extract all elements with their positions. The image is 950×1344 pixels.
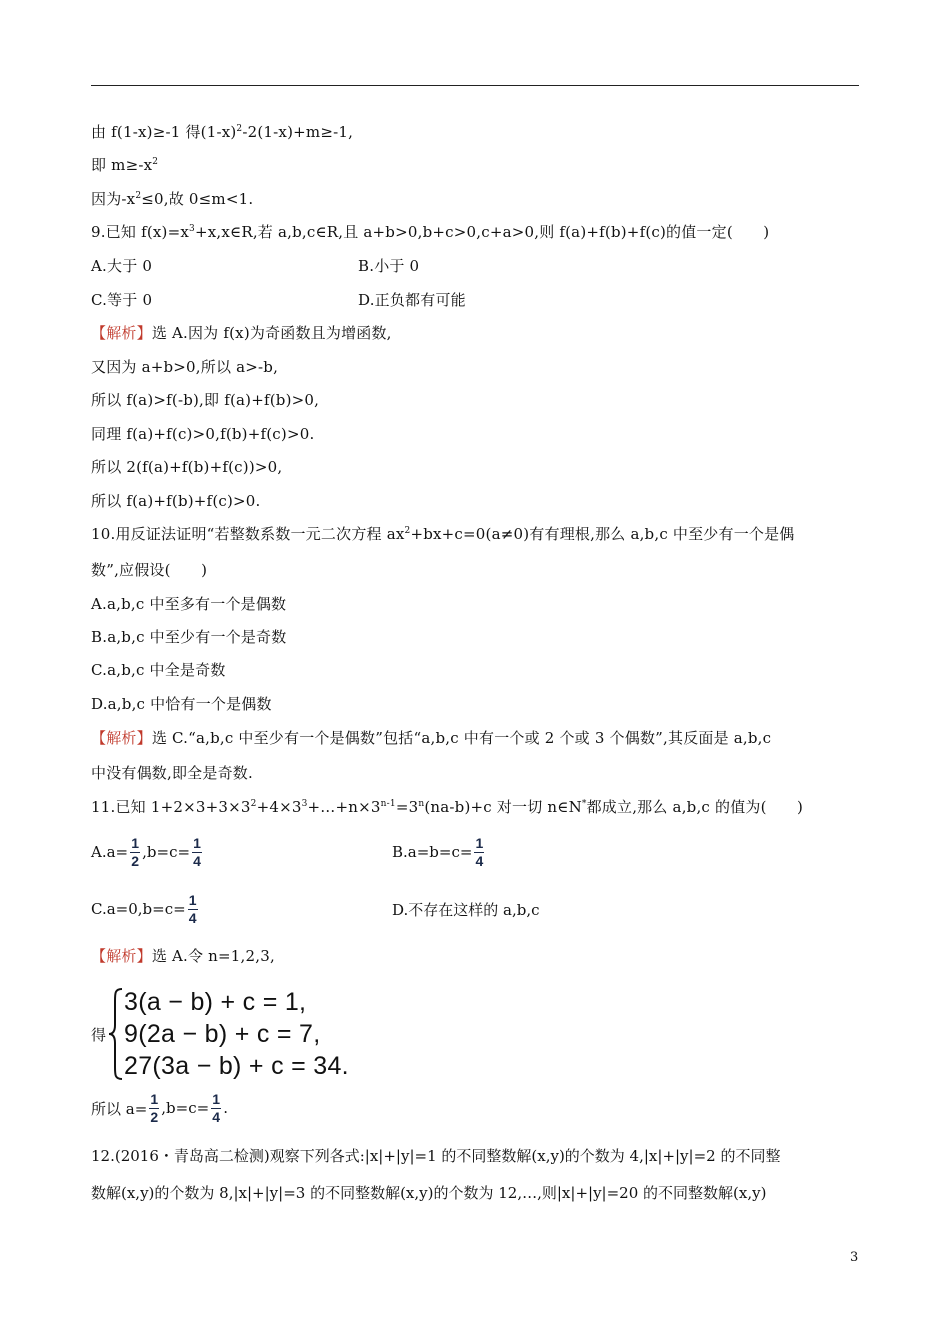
q11-analysis-line: 【解析】选 A.令 n=1,2,3, — [91, 947, 275, 965]
q10-analysis-line: 【解析】选 C.“a,b,c 中至少有一个是偶数”包括“a,b,c 中有一个或 2 个或 3 个偶数”,其反面是 a,b,c — [91, 729, 772, 747]
q9-analysis-line: 同理 f(a)+f(c)>0,f(b)+f(c)>0. — [91, 425, 315, 443]
q9-option-a: A.大于 0 — [91, 257, 153, 275]
q9-analysis-line: 所以 f(a)+f(b)+f(c)>0. — [91, 492, 261, 510]
header-rule — [91, 85, 859, 86]
q10-option-b: B.a,b,c 中至少有一个是奇数 — [91, 628, 287, 646]
q9-option-b: B.小于 0 — [358, 257, 420, 275]
text-line: 因为$-x^2\le 0$,故 0≤m<1. — [91, 190, 254, 208]
question-11-stem: 11.已知 $1+2\times 3+3\times 3^2+4\times 3^3+\dots+n\times 3^{n-1}=3^n(na-b)+c$ 对一切 n∈N*都成立,那么 a,b,c 的值为( ) — [91, 798, 804, 816]
q10-option-d: D.a,b,c 中恰有一个是偶数 — [91, 695, 272, 713]
q11-option-a: A.a= $\frac{1}{2}$ ,b=c= $\frac{1}{4}$ — [91, 834, 201, 869]
q11-option-d: D.不存在这样的 a,b,c — [392, 900, 540, 919]
fraction: $\frac{1}{2}$ — [131, 834, 140, 869]
q10-analysis-line: 中没有偶数,即全是奇数. — [91, 764, 253, 782]
fraction: $\frac{1}{4}$ — [193, 834, 201, 869]
question-10-stem: 10.用反证法证明“若整数系数一元二次方程 $ax^2+bx+c=0(a\ne 0)$有有理根,那么 a,b,c 中至少有一个是偶 — [91, 525, 795, 543]
q9-option-c: C.等于 0 — [91, 291, 153, 309]
q10-option-a: A.a,b,c 中至多有一个是偶数 — [91, 595, 287, 613]
q9-analysis-line: 又因为 a+b>0,所以 a>-b, — [91, 358, 279, 376]
analysis-tag: 【解析】 — [91, 947, 152, 965]
q11-analysis-result: 所以 a= $\frac{1}{2}$ ,b=c= $\frac{1}{4}$ . — [91, 1090, 228, 1125]
equation-2: 9(2a − b) + c = 7, — [124, 1020, 321, 1048]
text-line: 即 $m\ge-x^2$ — [91, 156, 159, 174]
q9-analysis-line: 【解析】选 A.因为 f(x)为奇函数且为增函数, — [91, 324, 392, 342]
question-12-stem: 数解(x,y)的个数为 8,|x|+|y|=3 的不同整数解(x,y)的个数为 12,…,则|x|+|y|=20 的不同整数解(x,y) — [91, 1184, 767, 1202]
question-10-stem: 数”,应假设( ) — [91, 561, 208, 579]
fraction: $\frac{1}{4}$ — [475, 834, 484, 869]
q9-analysis-line: 所以 2(f(a)+f(b)+f(c))>0, — [91, 458, 283, 476]
q11-option-c: C.a=0,b=c= $\frac{1}{4}$ — [91, 891, 197, 926]
q9-option-d: D.正负都有可能 — [358, 291, 466, 309]
fraction: $\frac{1}{4}$ — [188, 891, 197, 926]
page-number: 3 — [850, 1250, 859, 1265]
q11-option-b: B.a=b=c= $\frac{1}{4}$ — [392, 834, 484, 869]
equation-system: 得 3(a − b) + c = 1, 9(2a − b) + c = 7, 27(3a − b) + c = 34. — [91, 988, 349, 1080]
analysis-tag: 【解析】 — [91, 324, 152, 342]
left-brace-icon — [108, 987, 124, 1081]
text-line: 由 f(1-x)≥-1 得$(1-x)^2-2(1-x)+m\ge-1$, — [91, 123, 354, 141]
fraction: $\frac{1}{4}$ — [212, 1090, 221, 1125]
question-12-stem: 12.(2016・青岛高二检测)观察下列各式:|x|+|y|=1 的不同整数解(x,y)的个数为 4,|x|+|y|=2 的不同整 — [91, 1147, 781, 1165]
q9-analysis-line: 所以 f(a)>f(-b),即 f(a)+f(b)>0, — [91, 391, 320, 409]
equation-3: 27(3a − b) + c = 34. — [124, 1052, 349, 1080]
analysis-tag: 【解析】 — [91, 729, 152, 747]
fraction: $\frac{1}{2}$ — [150, 1090, 159, 1125]
equation-1: 3(a − b) + c = 1, — [124, 988, 307, 1016]
q10-option-c: C.a,b,c 中全是奇数 — [91, 661, 226, 679]
question-9-stem: 9.已知 $f(x)=x^3+x,x\in R$,若 a,b,c∈R,且 a+b>0,b+c>0,c+a>0,则 f(a)+f(b)+f(c)的值一定( ) — [91, 223, 770, 241]
